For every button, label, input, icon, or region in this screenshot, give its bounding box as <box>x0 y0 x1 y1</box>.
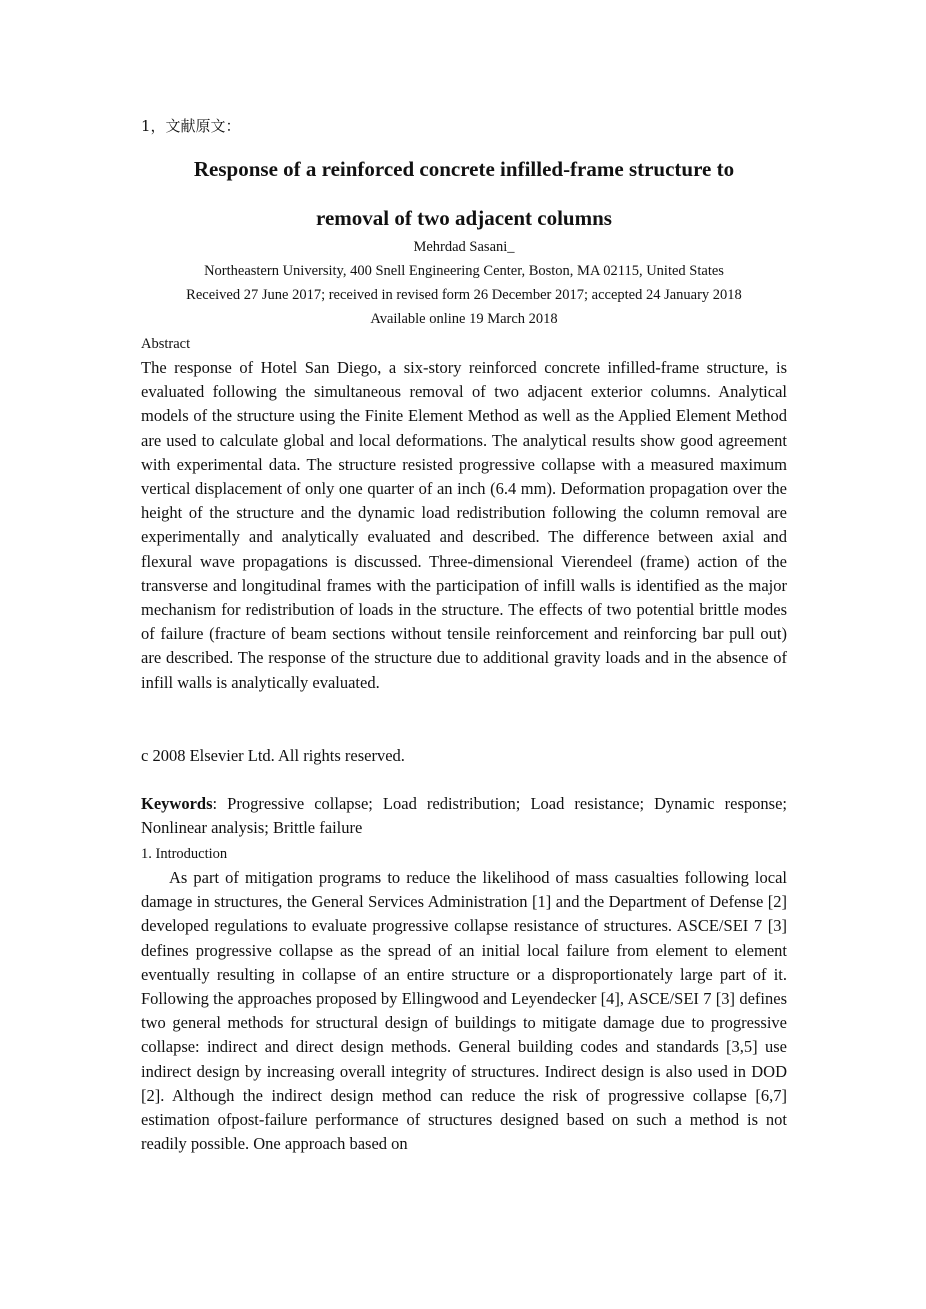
introduction-text: As part of mitigation programs to reduce the likelihood of mass casualties following local damage in structures, the General Services Administration [1] and the Department of Defense [2] developed regulations to evaluate progressive collapse resistance of structures. ASCE/SEI 7 [3] defines progressive collapse as the spread of an initial local failure from element to element eventually resulting in collapse of an entire structure or a disproportionately large part of it. Following the approaches proposed by Ellingwood and Leyendecker [4], ASCE/SEI 7 [3] defines two general methods for structural design of buildings to mitigate damage due to progressive collapse: indirect and direct design methods. General building codes and standards [3,5] use indirect design by increasing overall integrity of structures. Indirect design is also used in DOD [2]. Although the indirect design method can reduce the risk of progressive collapse [6,7] estimation ofpost-failure performance of structures designed based on such a method is not readily possible. One approach based on <box>141 868 787 1154</box>
affiliation: Northeastern University, 400 Snell Engineering Center, Boston, MA 02115, United States <box>204 263 724 279</box>
keywords-list: : Progressive collapse; Load redistribution; Load resistance; Dynamic response; Nonlinear analysis; Brittle failure <box>141 794 787 838</box>
copyright-line: c 2008 Elsevier Ltd. All rights reserved. <box>141 746 405 765</box>
paper-title <box>111 145 817 243</box>
keywords-label: Keywords <box>141 794 213 813</box>
author: Mehrdad Sasani_ <box>413 239 515 255</box>
available-online: Available online 19 March 2018 <box>370 311 558 327</box>
abstract-text: The response of Hotel San Diego, a six-story reinforced concrete infilled-frame structure, is evaluated following the simultaneous removal of two adjacent exterior columns. Analytical models of the structure using the Finite Element Method as well as the Applied Element Method are used to calculate global and local deformations. The analytical results show good agreement with experimental data. The structure resisted progressive collapse with a measured maximum vertical displacement of only one quarter of an inch (6.4 mm). Deformation propagation over the height of the structure and the dynamic load redistribution following the column removal are experimentally and analytically evaluated and described. The difference between axial and flexural wave propagations is discussed. Three-dimensional Vierendeel (frame) action of the transverse and longitudinal frames with the participation of infill walls is identified as the major mechanism for redistribution of loads in the structure. The effects of two potential brittle modes of failure (fracture of beam sections without tensile reinforcement and reinforcing bar pull out) are described. The response of the structure due to additional gravity loads and in the absence of infill walls is analytically evaluated. <box>141 358 787 692</box>
keywords <box>141 792 787 840</box>
abstract-label: Abstract <box>141 336 191 352</box>
received-dates: Received 27 June 2017; received in revised form 26 December 2017; accepted 24 January 2018 <box>186 287 742 303</box>
paper-title-line-1: Response of a reinforced concrete infilled-frame structure to <box>193 157 735 181</box>
paper-title-line-2: removal of two adjacent columns <box>316 206 612 230</box>
introduction-heading: 1. Introduction <box>141 846 228 862</box>
section-label: 1，文献原文： <box>141 117 241 135</box>
